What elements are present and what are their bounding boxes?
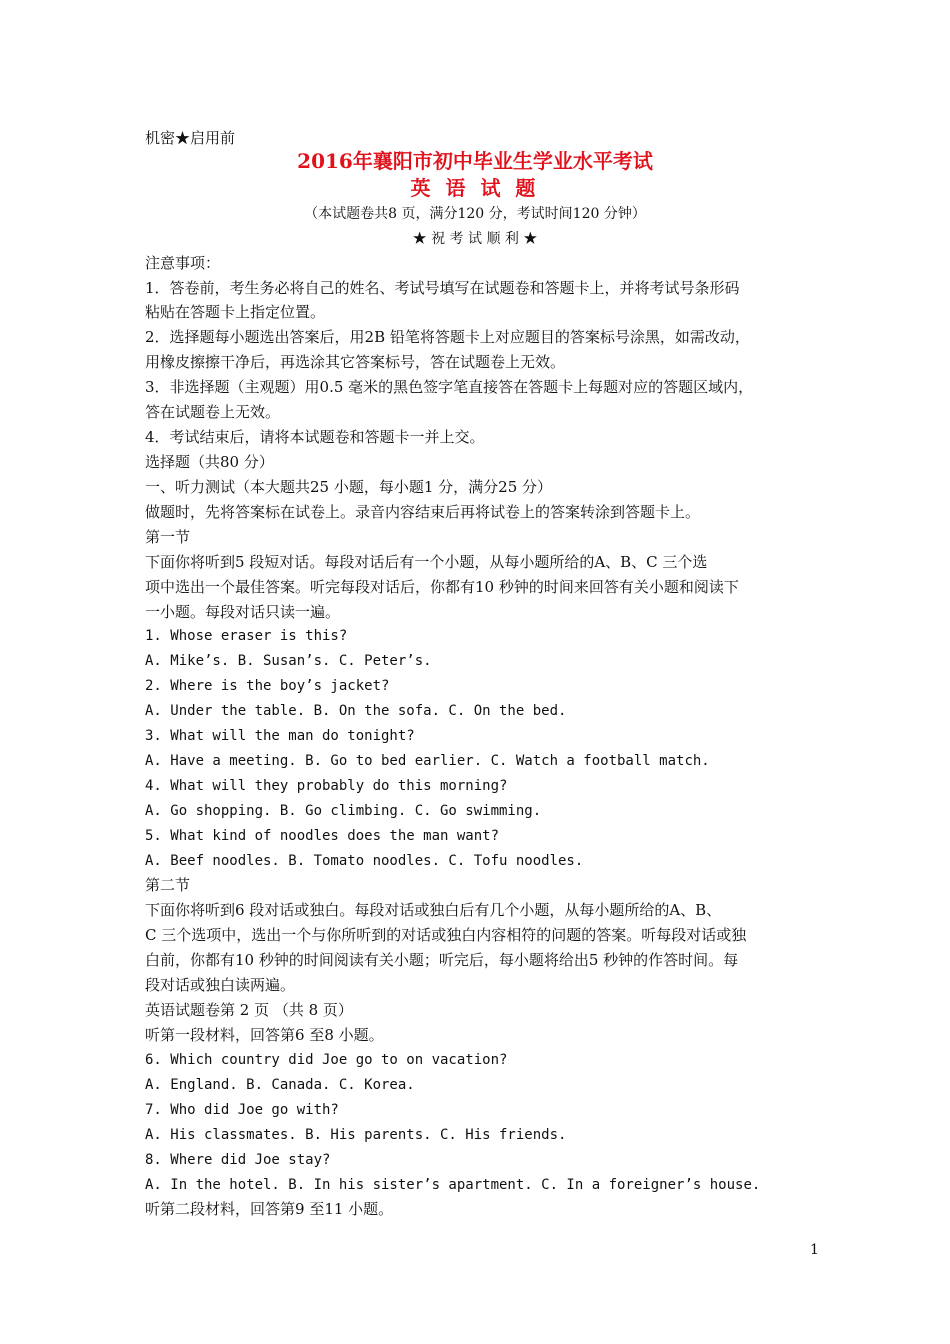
part2-instruction: 下面你将听到6 段对话或独白。每段对话或独白后有几个小题，从每小题所给的A、B、 xyxy=(145,901,722,919)
question-2: 2. Where is the boy’s jacket? xyxy=(145,678,390,694)
notice-item-1-cont: 粘贴在答题卡上指定位置。 xyxy=(145,303,326,321)
part1-instruction: 下面你将听到5 段短对话。每段对话后有一个小题，从每小题所给的A、B、C 三个选 xyxy=(145,553,708,571)
question-8: 8. Where did Joe stay? xyxy=(145,1152,331,1168)
question-7: 7. Who did Joe go with? xyxy=(145,1102,339,1118)
listening-note: 做题时，先将答案标在试卷上。录音内容结束后再将试卷上的答案转涂到答题卡上。 xyxy=(145,503,701,521)
notice-item-1: 1．答卷前，考生务必将自己的姓名、考试号填写在试题卷和答题卡上，并将考试号条形码 xyxy=(145,279,740,297)
exam-info: （本试题卷共8 页，满分120 分，考试时间120 分钟） xyxy=(304,206,646,222)
answer-options-4: A. Go shopping. B. Go climbing. C. Go swimming. xyxy=(145,803,542,819)
answer-options-3: A. Have a meeting. B. Go to bed earlier. C. Watch a football match. xyxy=(145,753,710,769)
page-number: 1 xyxy=(810,1242,819,1258)
material-1-heading: 听第一段材料，回答第6 至8 小题。 xyxy=(145,1026,384,1044)
question-3: 3. What will the man do tonight? xyxy=(145,728,415,744)
question-4: 4. What will they probably do this morning? xyxy=(145,778,508,794)
answer-options-1: A. Mike’s. B. Susan’s. C. Peter’s. xyxy=(145,653,432,669)
part2-heading: 第二节 xyxy=(145,876,191,894)
notice-item-2: 2．选择题每小题选出答案后，用2B 铅笔将答题卡上对应题目的答案标号涂黑，如需改动， xyxy=(145,328,750,346)
part1-instruction-cont: 项中选出一个最佳答案。听完每段对话后，你都有10 秒钟的时间来回答有关小题和阅读下 xyxy=(145,578,739,596)
part1-instruction-end: 一小题。每段对话只读一遍。 xyxy=(145,603,341,621)
blessing-line: ★ 祝 考 试 顺 利 ★ xyxy=(412,231,538,247)
part2-instruction-cont2: 白前，你都有10 秒钟的时间阅读有关小题；听完后，每小题将给出5 秒钟的作答时间。每 xyxy=(145,951,739,969)
question-5: 5. What kind of noodles does the man want? xyxy=(145,828,500,844)
notice-item-3-cont: 答在试题卷上无效。 xyxy=(145,403,281,421)
part2-instruction-cont: C 三个选项中，选出一个与你所听到的对话或独白内容相符的问题的答案。听每段对话或独 xyxy=(145,926,747,944)
answer-options-2: A. Under the table. B. On the sofa. C. On the bed. xyxy=(145,703,567,719)
notice-heading: 注意事项： xyxy=(145,254,221,272)
listening-heading: 一、听力测试（本大题共25 小题，每小题1 分，满分25 分） xyxy=(145,478,553,496)
choice-section-heading: 选择题（共80 分） xyxy=(145,453,274,471)
part2-instruction-end: 段对话或独白读两遍。 xyxy=(145,976,296,994)
material-2-heading: 听第二段材料，回答第9 至11 小题。 xyxy=(145,1200,394,1218)
question-6: 6. Which country did Joe go to on vacation? xyxy=(145,1052,508,1068)
page-marker: 英语试题卷第 2 页 （共 8 页） xyxy=(145,1001,353,1019)
exam-subtitle: 英 语 试 题 xyxy=(410,176,540,200)
answer-options-8: A. In the hotel. B. In his sister’s apartment. C. In a foreigner’s house. xyxy=(145,1177,761,1193)
part1-heading: 第一节 xyxy=(145,528,191,546)
answer-options-7: A. His classmates. B. His parents. C. His friends. xyxy=(145,1127,567,1143)
confidential-label: 机密★启用前 xyxy=(145,129,236,147)
notice-item-2-cont: 用橡皮擦擦干净后，再选涂其它答案标号，答在试题卷上无效。 xyxy=(145,353,566,371)
question-1: 1. Whose eraser is this? xyxy=(145,628,348,644)
answer-options-6: A. England. B. Canada. C. Korea. xyxy=(145,1077,415,1093)
answer-options-5: A. Beef noodles. B. Tomato noodles. C. Tofu noodles. xyxy=(145,853,584,869)
notice-item-3: 3．非选择题（主观题）用0.5 毫米的黑色签字笔直接答在答题卡上每题对应的答题区域内， xyxy=(145,378,754,396)
notice-item-4: 4．考试结束后，请将本试题卷和答题卡一并上交。 xyxy=(145,428,485,446)
exam-title: 2016年襄阳市初中毕业生学业水平考试 xyxy=(297,149,653,173)
